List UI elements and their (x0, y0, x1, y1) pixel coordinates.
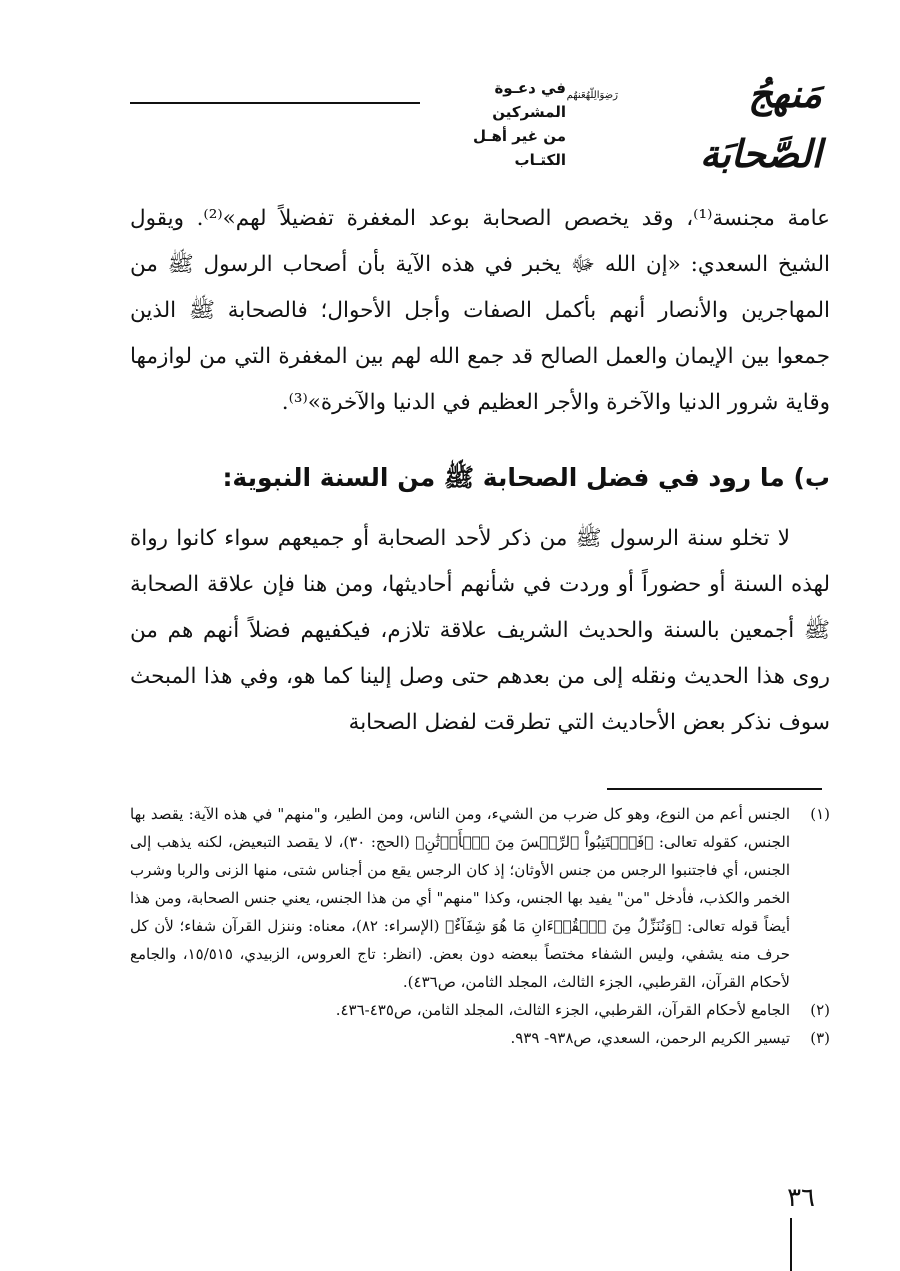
footnote-text: الجامع لأحكام القرآن، القرطبي، الجزء الثالث، المجلد الثامن، ص٤٣٥-٤٣٦. (335, 1001, 790, 1019)
footnote-2 (130, 996, 830, 1024)
footnote-3 (130, 1024, 830, 1052)
footnote-number: (٣) (810, 1029, 830, 1047)
paragraph-1: عامة مجنسة⁽¹⁾، وقد يخصص الصحابة بوعد المغفرة تفضيلاً لهم»⁽²⁾. ويقول الشيخ السعدي: «إن الله ﷻ يخبر في هذه الآية بأن أصحاب الرسول ﷺ من المهاجرين والأنصار أنهم بأكمل الصفات وأجل الأحوال؛ فالصحابة ﷺ الذين جمعوا بين الإيمان والعمل الصالح قد جمع الله لهم بين المغفرة التي من لوازمها وقاية شرور الدنيا والآخرة والأجر العظيم في الدنيا والآخرة»⁽³⁾. (130, 206, 830, 415)
paragraph-2: لا تخلو سنة الرسول ﷺ من ذكر لأحد الصحابة أو جميعهم سواء كانوا رواة لهذه السنة أو حضوراً أو وردت في شأنهم أحاديثها، ومن هنا فإن علاقة الصحابة ﷺ أجمعين بالسنة والحديث الشريف علاقة تلازم، فيكفيهم فضلاً أنهم هم من روى هذا الحديث ونقله إلى من بعدهم حتى وصل إلينا كما هو، وفي هذا المبحث سوف نذكر بعض الأحاديث التي تطرقت لفضل الصحابة (130, 526, 830, 735)
footnote-text: تيسير الكريم الرحمن، السعدي، ص٩٣٨- ٩٣٩. (510, 1029, 790, 1047)
header-subtitle (426, 76, 566, 172)
header-rule (130, 102, 420, 104)
page-number-rule (790, 1218, 792, 1271)
section-heading: ب) ما رود في فضل الصحابة ﷺ من السنة النبوية: (222, 463, 830, 492)
page-header (130, 64, 822, 176)
footnotes (130, 800, 830, 1052)
footnote-number: (٢) (810, 1001, 830, 1019)
footnote-text: الجنس أعم من النوع، وهو كل ضرب من الشيء، ومن الناس، ومن الطير، و"منهم" في هذه الآية: يقصد بها الجنس، كقوله تعالى: ﴿فَٱجۡتَنِبُواْ ٱلرِّجۡسَ مِنَ ٱلۡأَوۡثَٰنِ﴾ (الحج: ٣٠)، لا يقصد التبعيض، لكنه يذهب إلى الجنس، أي فاجتنبوا الرجس من جنس الأوثان؛ إذ كان الرجس يقع من أجناس شتى، منها الزنى والربا وشرب الخمر والكذب، فأدخل "من" يفيد بها الجنس، وكذا "منهم" أي من هذا الجنس، يعني جنس الصحابة، ومن هذا أيضاً قوله تعالى: ﴿وَنُنَزِّلُ مِنَ ٱلۡقُرۡءَانِ مَا هُوَ شِفَآءٌ﴾ (الإسراء: ٨٢)، معناه: وننزل القرآن شفاء؛ لأن كل حرف منه يشفي، وليس الشفاء مختصاً ببعضه دون بعض. (انظر: تاج العروس، الزبيدي، ١٥/٥١٥، والجامع لأحكام القرآن، القرطبي، الجزء الثالث، المجلد الثامن، ص٤٣٦). (130, 805, 790, 991)
footnote-number: (١) (810, 805, 830, 823)
footnote-separator (607, 788, 822, 790)
header-honorific: رَضِوَالِلّهُعَنهُم (566, 90, 618, 101)
footnote-1 (130, 800, 830, 996)
book-title: مَنهجُ الصَّحابَة (699, 71, 822, 176)
header-subtitle-line1: في دعـوة المشركين (492, 79, 566, 121)
page-number: ٣٦ (787, 1183, 815, 1213)
header-subtitle-line2: من غير أهـل الكتـاب (473, 127, 566, 169)
